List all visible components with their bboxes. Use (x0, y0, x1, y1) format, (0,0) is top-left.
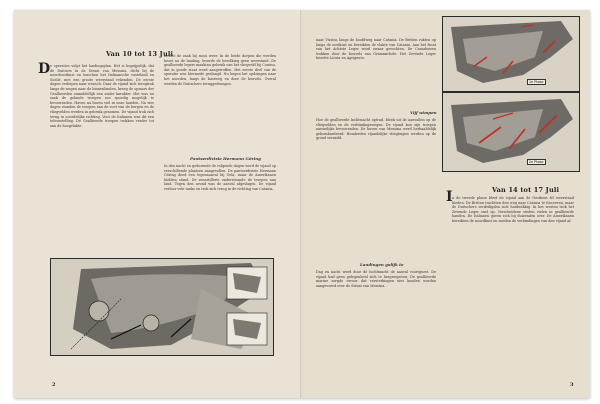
right-column-1c: Dag en nacht werd door de luchtmacht de aanval voortgezet. De vijand had geen gelegenheid zich te hergroeperen. De geallieerde marine zorgde ervoor dat versterkingen niet konden worden aangevoerd over de Straat van Messina. (316, 270, 436, 288)
right-page (302, 10, 590, 398)
left-column-2b: In den nacht en gedurende de volgende dagen werd de vijand op verschillende plaatsen aangevallen. De pantserdivisie Hermann Göring deed een tegenaanval bij Gela, maar de Amerikanen hielden stand. De zeeartillerie ondersteunde de troepen aan land. Tegen den avond was de aanval afgeslagen. De vijand verloor vele tanks en trok zich terug in de richting van Catania. (164, 164, 276, 191)
right-column-1b: Hoe de geallieerde luchtmacht optrad, bleek uit de aanvallen op de vliegvelden en de verbindingswegen. De vijand kon zijn troepen nauwelijks bevoorraden. De haven van Messina werd herhaaldelijk gebombardeerd. Honderden vijandelijke vliegtuigen werden op de grond vernield. (316, 118, 436, 141)
right-page-number: 3 (570, 382, 574, 388)
right-subheading-2: Landingen gelijk te (360, 262, 404, 267)
left-page (14, 10, 302, 398)
left-page-heading: Van 10 tot 13 Juli (106, 50, 174, 58)
left-column-2: beslist de zaak bij mooi weer. In de beide dorpen die werden bezet na de landing, leverde de bevolking geen weerstand. De geallieerde legers maakten gebruik van het vliegveld bij Comiso, dat in goede staat werd aangetroffen. Het eerste deel van de operatie was hiermede geslaagd. Nu begon het opdringen naar het noorden, langs de kustweg en door de heuvels. Overal werden de Duitschers teruggedrongen. (164, 54, 276, 86)
phase-2-map (442, 92, 580, 172)
phase-1-label: 1e Phase (529, 80, 544, 84)
left-drop-cap: D (38, 61, 51, 77)
left-page-number: 2 (52, 382, 56, 388)
sicily-landing-map (50, 258, 274, 356)
right-drop-cap: I (446, 189, 453, 205)
right-column-2: n de tweede phase bleef de vijand aan de Oostkust fel weerstand bieden. De Britten trachtten den weg naar Catania te forceeren, maar de Duitschers verdedigden zich hardnekkig. In het westen trok het Zevende Leger snel op. Verscheidene steden vielen in geallieerde handen. De Italianen gaven zich bij duizenden over. De Amerikanen bereikten de noordkust en sneden de verbindingen van den vijand af. (452, 196, 574, 223)
left-column-1: e operaties volgt het landingsplan. Het is begrijpelijk, dat de Duitsers in de Straat van Messina, dicht bij de noordoostkust en tusschen het Italiaansche vasteland en Sicilië, met een groote weerstand rekenden. De eerste dagen verliepen naar wensch. Daar de vijand zich terugtrok langs de wegen naar de binnenlanden, kreeg de opmars der Geallieerden onmiddellijk een ander karakter. Het was nu zaak de gelande troepen zoo spoedig mogelijk te bevoorraden. Haven na haven viel in onze handen. Na vier dagen stonden de troepen aan de voet van de bergen en de vliegvelden werden in gebruik genomen. De vijand trok zich terug in noordelijke richting. Voor de Italianen was dit een teleurstelling. De Geallieerde troepen trokken verder tot aan de hoogvlakte. (50, 64, 154, 128)
phase-2-map-graphic (443, 93, 579, 171)
right-subheading-1: Vijf wimpen (410, 110, 437, 115)
phase-2-label: 2e Phase (529, 160, 544, 164)
landing-map-graphic (51, 259, 273, 355)
magazine-spread (14, 10, 590, 398)
left-subheading: Pantserdivisie Hermann Göring (190, 156, 261, 161)
right-column-1: naar Vizzini, langs de hoofdweg naar Catania. De Britten rukten op langs de oostkust en bereikten de vlakte van Catania. Aan het front van het Achtste Leger werd zwaar gevochten. De Canadeezen trokken door de heuvels van Grammichele. Het Zevende Leger bezette Licata en Agrigento. (316, 38, 436, 61)
phase-1-map-graphic (443, 17, 579, 91)
right-page-heading: Van 14 tot 17 Juli (492, 186, 560, 194)
phase-1-map (442, 16, 580, 92)
